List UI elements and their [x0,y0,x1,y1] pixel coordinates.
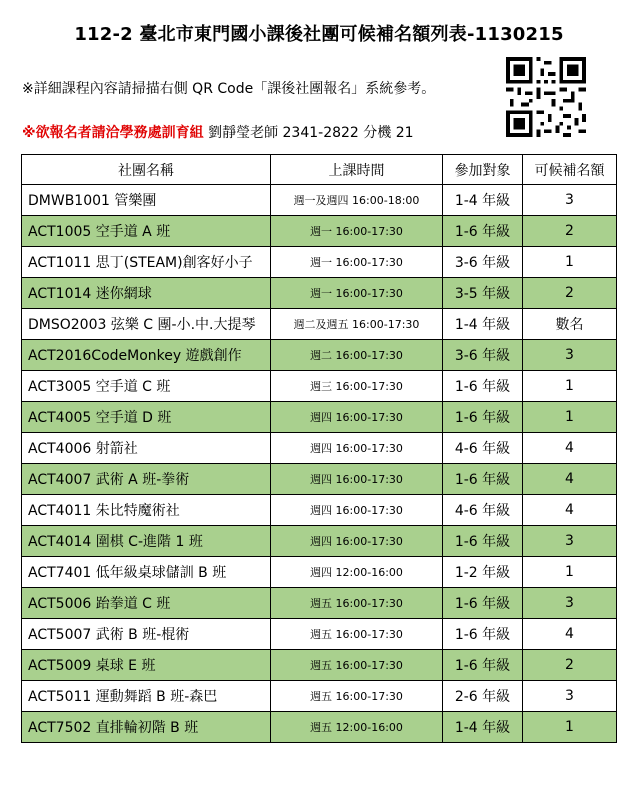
grade-cell: 1-6 年級 [443,588,523,619]
table-row [22,650,617,681]
club-name-cell: ACT4005 空手道 D 班 [22,402,271,433]
slots-cell: 2 [523,216,617,247]
slots-cell: 1 [523,557,617,588]
slots-cell: 數名 [523,309,617,340]
club-name-cell: ACT5011 運動舞蹈 B 班-森巴 [22,681,271,712]
page-title: 112-2 臺北市東門國小課後社團可候補名額列表-1130215 [74,24,564,45]
qr-instruction-note: ※詳細課程內容請掃描右側 QR Code「課後社團報名」系統參考。 [22,81,436,97]
grade-cell: 3-6 年級 [443,340,523,371]
class-time-cell: 週五 16:00-17:30 [271,650,443,681]
grade-cell: 2-6 年級 [443,681,523,712]
class-time-cell: 週一 16:00-17:30 [271,247,443,278]
club-name-cell: ACT4011 朱比特魔術社 [22,495,271,526]
class-time-cell: 週二及週五 16:00-17:30 [271,309,443,340]
club-name-cell: DMWB1001 管樂團 [22,185,271,216]
slots-cell: 3 [523,185,617,216]
slots-cell: 4 [523,495,617,526]
club-name-cell: ACT2016CodeMonkey 遊戲創作 [22,340,271,371]
class-time-cell: 週一及週四 16:00-18:00 [271,185,443,216]
club-name-cell: ACT4007 武術 A 班-拳術 [22,464,271,495]
grade-cell: 1-4 年級 [443,309,523,340]
table-row [22,433,617,464]
slots-cell: 3 [523,588,617,619]
grade-cell: 1-6 年級 [443,402,523,433]
header-waitlist-slots: 可候補名額 [523,155,617,185]
grade-cell: 1-6 年級 [443,464,523,495]
grade-cell: 3-5 年級 [443,278,523,309]
table-row [22,712,617,743]
table-header-row [22,155,617,185]
table-row [22,216,617,247]
class-time-cell: 週四 12:00-16:00 [271,557,443,588]
class-time-cell: 週四 16:00-17:30 [271,526,443,557]
club-name-cell: ACT5006 跆拳道 C 班 [22,588,271,619]
class-time-cell: 週五 16:00-17:30 [271,681,443,712]
table-row [22,619,617,650]
grade-cell: 1-4 年級 [443,712,523,743]
header-club-name: 社團名稱 [22,155,271,185]
table-row [22,371,617,402]
slots-cell: 2 [523,278,617,309]
slots-cell: 3 [523,340,617,371]
club-name-cell: ACT4006 射箭社 [22,433,271,464]
grade-cell: 1-6 年級 [443,650,523,681]
qr-code-icon[interactable] [506,57,586,137]
slots-cell: 1 [523,712,617,743]
contact-note [22,122,414,142]
table-row [22,526,617,557]
grade-cell: 1-6 年級 [443,526,523,557]
grade-cell: 4-6 年級 [443,433,523,464]
club-name-cell: ACT1011 思丁(STEAM)創客好小子 [22,247,271,278]
grade-cell: 1-2 年級 [443,557,523,588]
table-row [22,340,617,371]
club-name-cell: ACT1014 迷你網球 [22,278,271,309]
slots-cell: 1 [523,247,617,278]
slots-cell: 3 [523,526,617,557]
table-row [22,464,617,495]
contact-note-detail: 劉靜瑩老師 2341-2822 分機 21 [203,125,414,141]
table-row [22,588,617,619]
contact-note-highlight: ※欲報名者請洽學務處訓育組 [22,125,204,141]
class-time-cell: 週四 16:00-17:30 [271,495,443,526]
class-time-cell: 週三 16:00-17:30 [271,371,443,402]
club-name-cell: DMSO2003 弦樂 C 團-小.中.大提琴 [22,309,271,340]
header-class-time: 上課時間 [271,155,443,185]
club-name-cell: ACT5009 桌球 E 班 [22,650,271,681]
table-row [22,309,617,340]
club-name-cell: ACT3005 空手道 C 班 [22,371,271,402]
grade-cell: 3-6 年級 [443,247,523,278]
club-name-cell: ACT1005 空手道 A 班 [22,216,271,247]
slots-cell: 1 [523,402,617,433]
grade-cell: 1-6 年級 [443,216,523,247]
slots-cell: 4 [523,619,617,650]
grade-cell: 1-6 年級 [443,619,523,650]
header-eligible-grades: 參加對象 [443,155,523,185]
table-row [22,681,617,712]
table-row [22,185,617,216]
class-time-cell: 週一 16:00-17:30 [271,216,443,247]
table-row [22,402,617,433]
class-time-cell: 週四 16:00-17:30 [271,464,443,495]
slots-cell: 3 [523,681,617,712]
slots-cell: 1 [523,371,617,402]
grade-cell: 1-4 年級 [443,185,523,216]
class-time-cell: 週四 16:00-17:30 [271,433,443,464]
table-row [22,557,617,588]
slots-cell: 2 [523,650,617,681]
class-time-cell: 週四 16:00-17:30 [271,402,443,433]
table-row [22,495,617,526]
waitlist-table [21,154,617,743]
grade-cell: 4-6 年級 [443,495,523,526]
club-name-cell: ACT7502 直排輪初階 B 班 [22,712,271,743]
class-time-cell: 週一 16:00-17:30 [271,278,443,309]
club-name-cell: ACT4014 圍棋 C-進階 1 班 [22,526,271,557]
club-name-cell: ACT7401 低年級桌球儲訓 B 班 [22,557,271,588]
club-name-cell: ACT5007 武術 B 班-棍術 [22,619,271,650]
table-row [22,278,617,309]
grade-cell: 1-6 年級 [443,371,523,402]
class-time-cell: 週五 12:00-16:00 [271,712,443,743]
slots-cell: 4 [523,464,617,495]
class-time-cell: 週二 16:00-17:30 [271,340,443,371]
class-time-cell: 週五 16:00-17:30 [271,619,443,650]
table-row [22,247,617,278]
class-time-cell: 週五 16:00-17:30 [271,588,443,619]
slots-cell: 4 [523,433,617,464]
